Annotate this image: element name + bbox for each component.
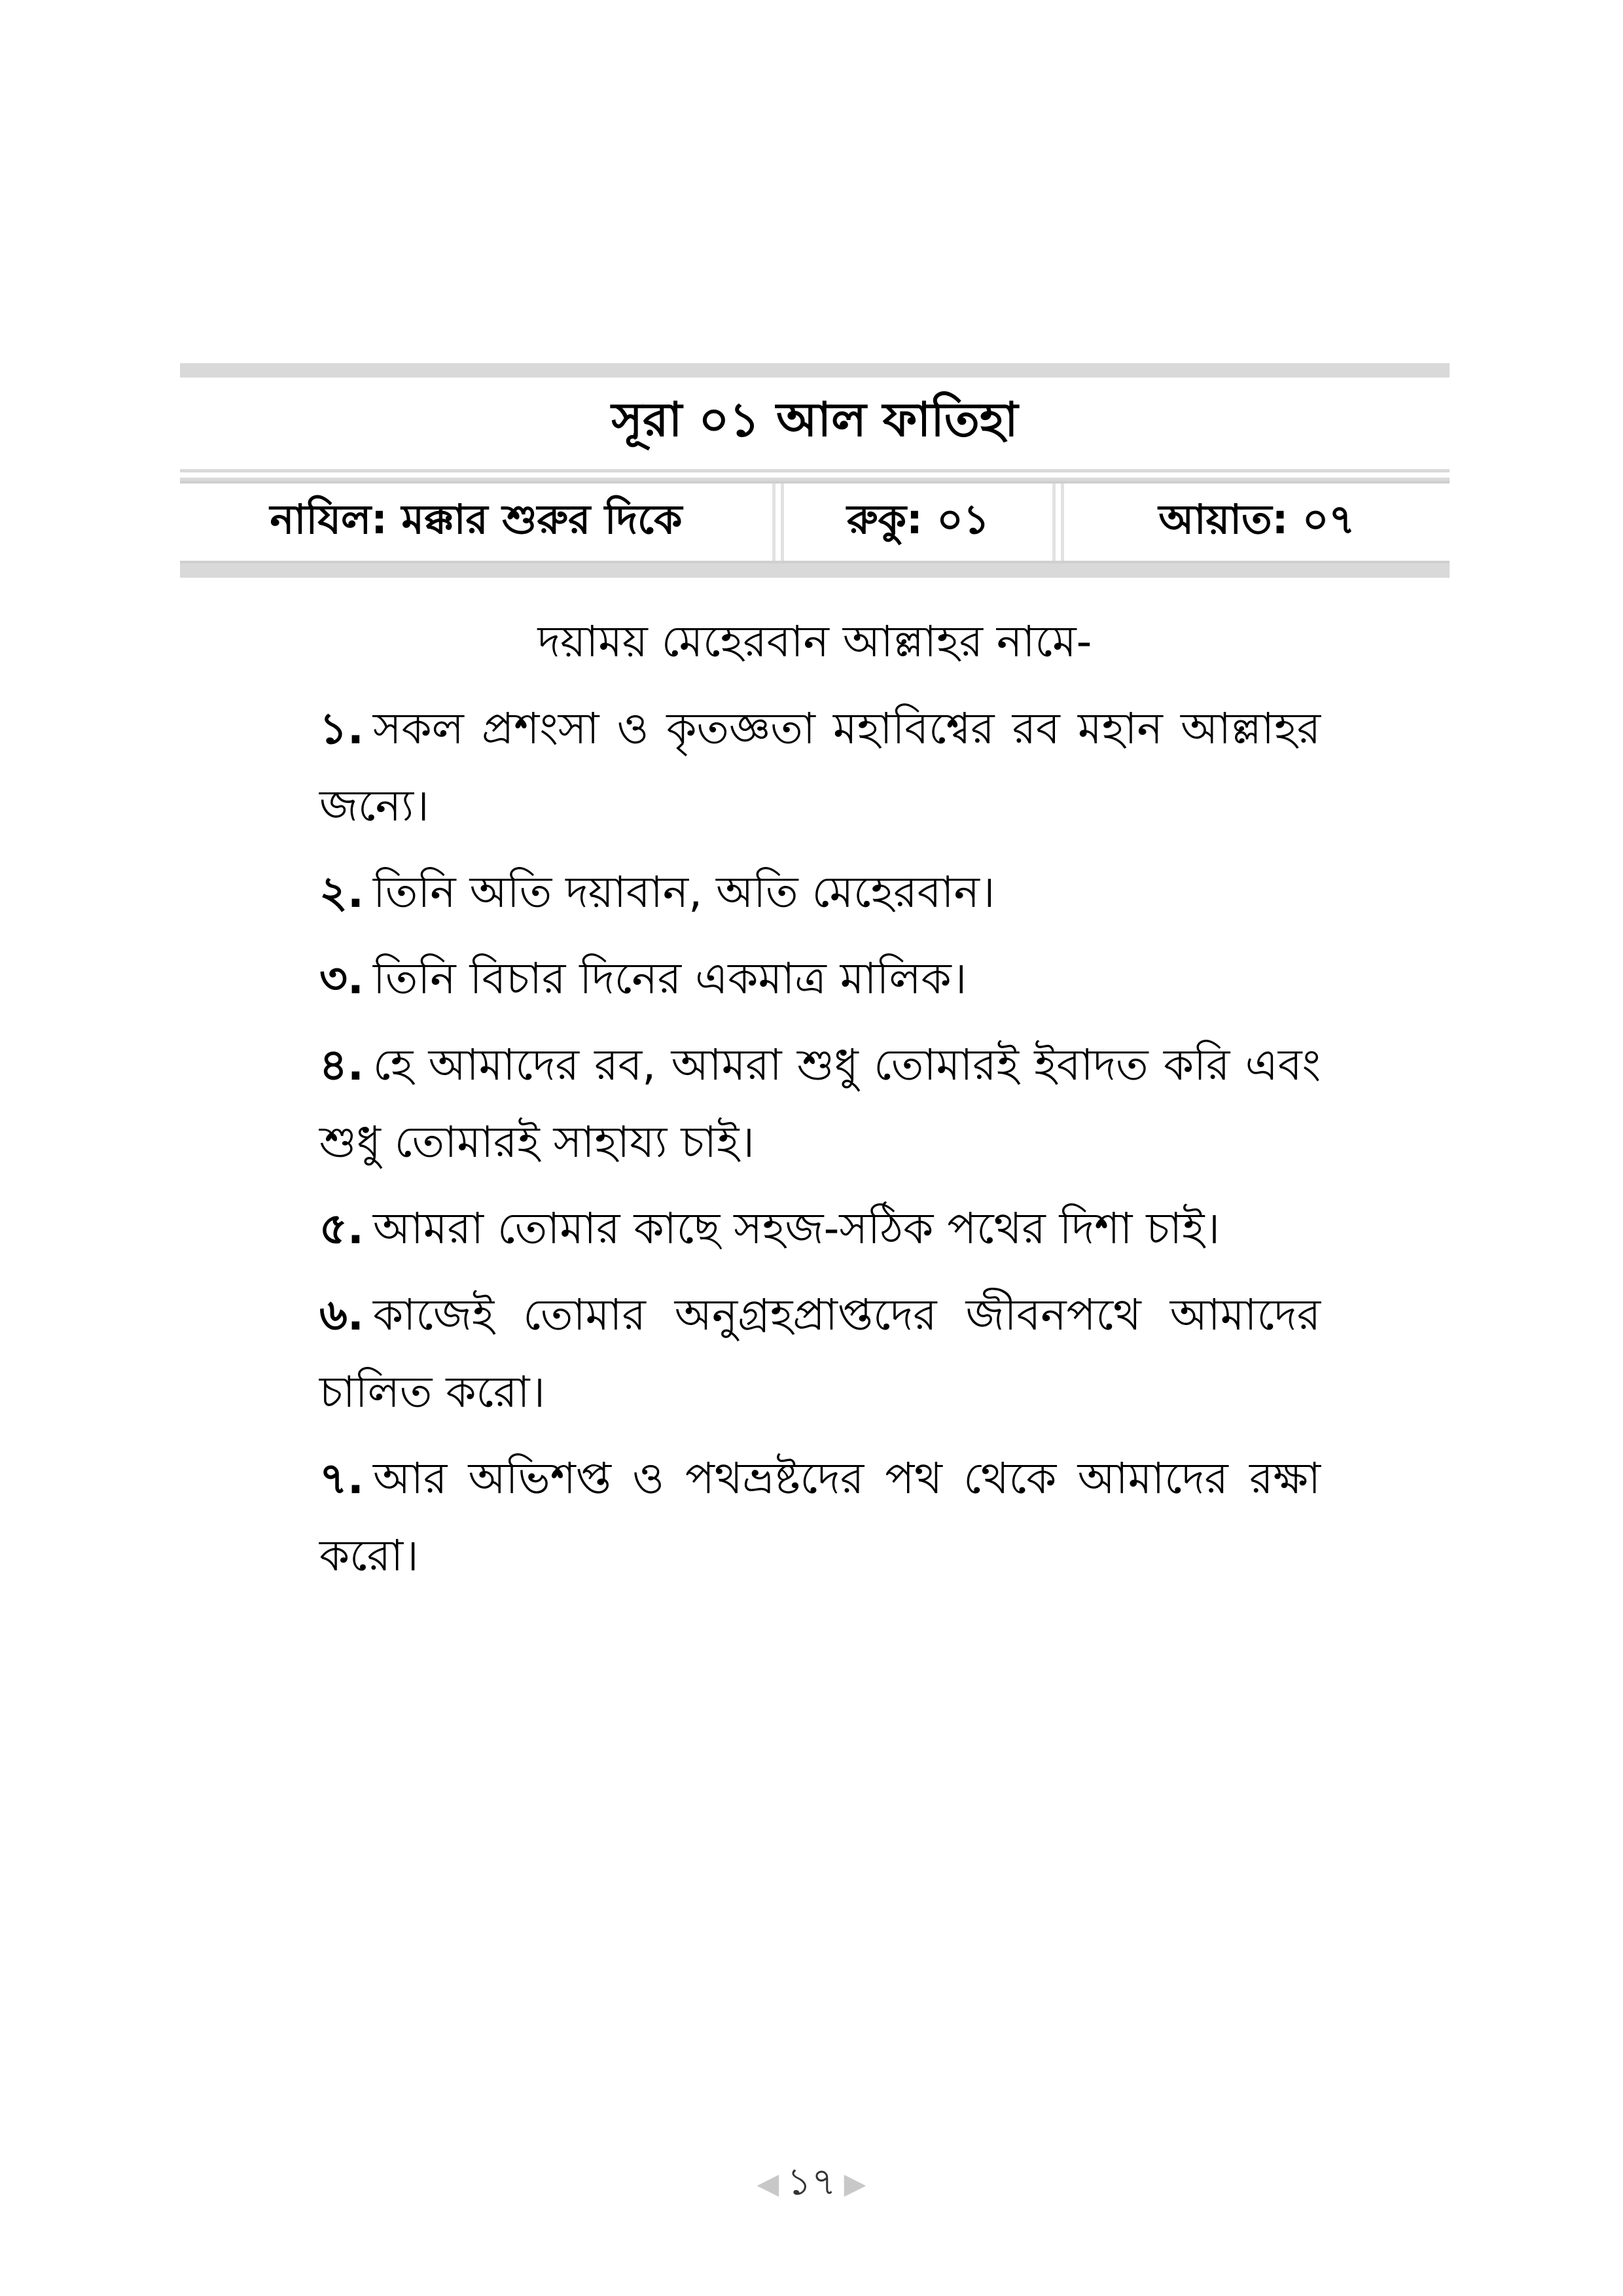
verse-text: সকল প্রশংসা ও কৃতজ্ঞতা মহাবিশ্বের রব মহান আল্লাহর জন্যে।: [319, 703, 1321, 831]
surah-info-row: [180, 481, 1450, 563]
verse-text: কাজেই তোমার অনুগ্রহপ্রাপ্তদের জীবনপথে আমাদের চালিত করো।: [319, 1290, 1321, 1417]
info-divider: [1052, 484, 1064, 561]
verse-number: ২.: [319, 867, 364, 917]
verse-number: ১.: [319, 703, 364, 754]
surah-header: [180, 363, 1450, 578]
verse: [319, 1440, 1321, 1595]
verse-number: ৬.: [319, 1290, 364, 1340]
verse: [319, 854, 1321, 931]
verse-number: ৩.: [319, 953, 364, 1004]
verse-text: আর অভিশপ্ত ও পথভ্রষ্টদের পথ থেকে আমাদের রক্ষা করো।: [319, 1453, 1321, 1581]
verse-text: হে আমাদের রব, আমরা শুধু তোমারই ইবাদত করি এবং শুধু তোমারই সাহায্য চাই।: [319, 1040, 1321, 1167]
right-arrow-icon: ▶: [844, 2167, 866, 2201]
surah-title: সূরা ০১ আল ফাতিহা: [611, 392, 1018, 447]
page-number-value: ১৭: [787, 2159, 836, 2204]
left-arrow-icon: ◀: [757, 2167, 779, 2201]
verse-text: তিনি অতি দয়াবান, অতি মেহেরবান।: [373, 867, 995, 917]
verse-number: ৭.: [319, 1453, 364, 1504]
bottom-rule: [180, 563, 1450, 578]
verse-number: ৫.: [319, 1203, 364, 1254]
verse: [319, 1027, 1321, 1181]
title-rule-upper: [180, 469, 1450, 472]
ayat-count: আয়াত: ০৭: [1158, 495, 1355, 543]
verse: [319, 1277, 1321, 1431]
bismillah: দয়াময় মেহেরবান আল্লাহর নামে-: [537, 616, 1092, 667]
verse-text: আমরা তোমার কাছে সহজ-সঠিক পথের দিশা চাই।: [372, 1203, 1221, 1254]
top-rule: [180, 363, 1450, 378]
verse-text: তিনি বিচার দিনের একমাত্র মালিক।: [373, 953, 967, 1004]
page-number: [0, 2153, 1623, 2216]
verse: [319, 940, 1321, 1017]
verse: [319, 690, 1321, 845]
verse-number: ৪.: [319, 1040, 364, 1090]
revelation-info: নাযিল: মক্কার শুরুর দিকে: [270, 495, 683, 543]
info-divider: [772, 484, 784, 561]
ruku-count: রুকু: ০১: [847, 495, 990, 543]
verse-list: [319, 690, 1321, 1604]
verse: [319, 1190, 1321, 1267]
